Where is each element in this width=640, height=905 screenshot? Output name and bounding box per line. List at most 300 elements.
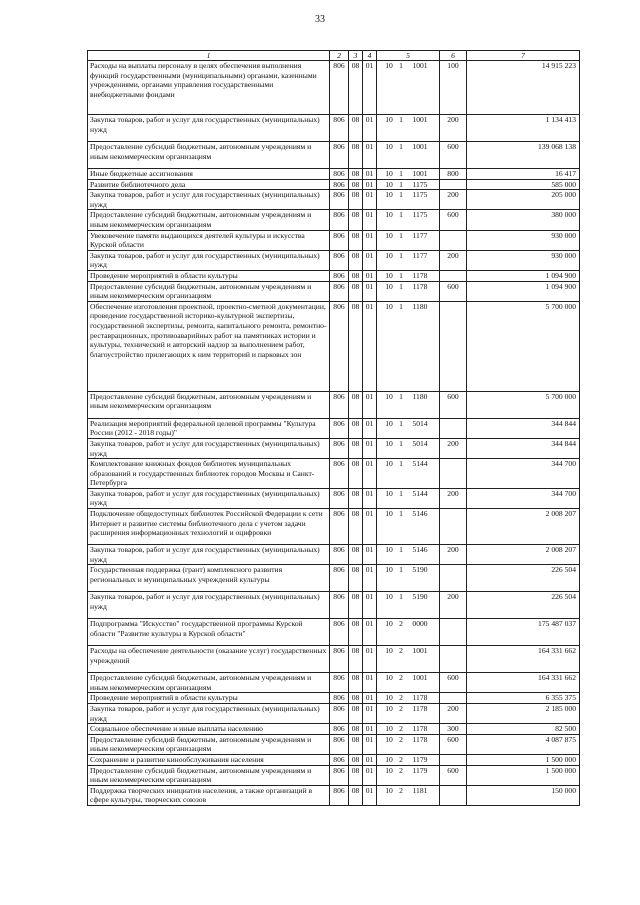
col-3: 08 xyxy=(349,785,363,805)
table-row xyxy=(88,250,580,270)
col-5-program: 10 xyxy=(385,301,393,311)
col-4: 01 xyxy=(363,565,377,592)
col-5-code: 5014 xyxy=(412,418,428,428)
col-2: 806 xyxy=(330,250,349,270)
table-row xyxy=(88,230,580,250)
col-2: 806 xyxy=(330,142,349,169)
col-2: 806 xyxy=(330,438,349,458)
col-6: 200 xyxy=(440,190,467,210)
col-5-code: 1179 xyxy=(412,755,428,764)
col-5 xyxy=(377,115,440,142)
col-5-code: 1177 xyxy=(412,230,428,240)
col-4: 01 xyxy=(363,169,377,180)
col-7-amount: 16 417 xyxy=(467,169,580,180)
col-7-amount: 1 094 900 xyxy=(467,281,580,301)
col-5-program: 10 xyxy=(385,693,393,703)
col-5-program: 10 xyxy=(385,169,393,178)
col-3: 08 xyxy=(349,418,363,438)
col-2: 806 xyxy=(330,693,349,704)
col-4: 01 xyxy=(363,210,377,230)
col-7-amount: 344 700 xyxy=(467,488,580,508)
col-5-subprogram: 1 xyxy=(399,250,403,260)
col-3: 08 xyxy=(349,545,363,565)
col-4: 01 xyxy=(363,724,377,735)
table-row xyxy=(88,785,580,805)
col-6: 200 xyxy=(440,250,467,270)
col-5 xyxy=(377,545,440,565)
col-5-subprogram: 1 xyxy=(399,301,403,311)
col-2: 806 xyxy=(330,418,349,438)
col-5 xyxy=(377,646,440,673)
col-5-code: 1175 xyxy=(412,190,428,200)
row-name: Предоставление субсидий бюджетным, автономным учреждениям и иным некоммерческим организациям xyxy=(88,673,330,693)
col-6: 100 xyxy=(440,61,467,115)
col-5-subprogram: 1 xyxy=(399,438,403,448)
table-row xyxy=(88,190,580,210)
table-row xyxy=(88,565,580,592)
col-4: 01 xyxy=(363,230,377,250)
col-7-amount: 1 094 900 xyxy=(467,270,580,281)
col-5-program: 10 xyxy=(385,270,393,280)
col-2: 806 xyxy=(330,179,349,190)
col-5-program: 10 xyxy=(385,250,393,260)
col-3: 08 xyxy=(349,619,363,646)
header-cell: 6 xyxy=(440,51,467,61)
col-5-subprogram: 1 xyxy=(399,488,403,498)
col-4: 01 xyxy=(363,418,377,438)
col-2: 806 xyxy=(330,646,349,673)
col-2: 806 xyxy=(330,734,349,754)
col-7-amount: 82 500 xyxy=(467,724,580,735)
col-5-subprogram: 1 xyxy=(399,190,403,200)
col-5-code: 1178 xyxy=(412,704,428,714)
col-2: 806 xyxy=(330,592,349,619)
col-3: 08 xyxy=(349,230,363,250)
col-7-amount: 930 000 xyxy=(467,230,580,250)
row-name: Проведение мероприятий в области культуры xyxy=(88,270,330,281)
col-5 xyxy=(377,704,440,724)
table-row xyxy=(88,418,580,438)
col-5-subprogram: 2 xyxy=(399,704,403,714)
col-3: 08 xyxy=(349,724,363,735)
col-5-subprogram: 1 xyxy=(399,418,403,428)
col-5-subprogram: 1 xyxy=(399,61,403,70)
table-row xyxy=(88,704,580,724)
col-7-amount: 14 915 223 xyxy=(467,61,580,115)
col-4: 01 xyxy=(363,281,377,301)
col-6 xyxy=(440,270,467,281)
col-4: 01 xyxy=(363,438,377,458)
col-4: 01 xyxy=(363,755,377,766)
col-3: 08 xyxy=(349,565,363,592)
col-5-program: 10 xyxy=(385,509,393,519)
col-2: 806 xyxy=(330,488,349,508)
row-name: Иные бюджетные ассигнования xyxy=(88,169,330,180)
col-5-program: 10 xyxy=(385,673,393,683)
row-name: Сохранение и развитие кинообслуживания населения xyxy=(88,755,330,766)
col-7-amount: 4 087 875 xyxy=(467,734,580,754)
col-3: 08 xyxy=(349,488,363,508)
col-3: 08 xyxy=(349,210,363,230)
col-6 xyxy=(440,693,467,704)
col-5 xyxy=(377,301,440,391)
col-7-amount: 5 700 000 xyxy=(467,391,580,418)
row-name: Увековечение памяти выдающихся деятелей культуры и искусства Курской области xyxy=(88,230,330,250)
col-5-code: 5144 xyxy=(412,488,428,498)
col-3: 08 xyxy=(349,734,363,754)
col-5-subprogram: 2 xyxy=(399,785,403,795)
col-5-code: 1178 xyxy=(412,724,428,734)
col-5-subprogram: 2 xyxy=(399,755,403,764)
col-2: 806 xyxy=(330,673,349,693)
col-5-subprogram: 1 xyxy=(399,169,403,178)
col-3: 08 xyxy=(349,704,363,724)
col-7-amount: 930 000 xyxy=(467,250,580,270)
col-5-subprogram: 1 xyxy=(399,270,403,280)
col-3: 08 xyxy=(349,115,363,142)
col-5 xyxy=(377,509,440,545)
table-row xyxy=(88,545,580,565)
col-5-subprogram: 2 xyxy=(399,724,403,734)
table-row xyxy=(88,115,580,142)
col-6: 600 xyxy=(440,142,467,169)
row-name: Подключение общедоступных библиотек Российской Федерации к сети Интернет и развитие системы библиотечного дела с учетом задачи расширения информационных технологий и оцифровки xyxy=(88,509,330,545)
col-5 xyxy=(377,179,440,190)
col-5 xyxy=(377,734,440,754)
col-3: 08 xyxy=(349,61,363,115)
row-name: Закупка товаров, работ и услуг для государственных (муниципальных) нужд xyxy=(88,250,330,270)
col-5-code: 1178 xyxy=(412,270,428,280)
col-7-amount: 5 700 000 xyxy=(467,301,580,391)
table-body xyxy=(88,61,580,806)
col-2: 806 xyxy=(330,301,349,391)
col-4: 01 xyxy=(363,673,377,693)
col-5-code: 1175 xyxy=(412,210,428,220)
table-row xyxy=(88,619,580,646)
row-name: Предоставление субсидий бюджетным, автономным учреждениям и иным некоммерческим организациям xyxy=(88,281,330,301)
col-5-program: 10 xyxy=(385,459,393,469)
table-row xyxy=(88,391,580,418)
col-6 xyxy=(440,509,467,545)
col-2: 806 xyxy=(330,230,349,250)
col-3: 08 xyxy=(349,646,363,673)
table-row xyxy=(88,592,580,619)
col-7-amount: 139 068 138 xyxy=(467,142,580,169)
col-2: 806 xyxy=(330,565,349,592)
col-5-subprogram: 1 xyxy=(399,592,403,602)
col-4: 01 xyxy=(363,619,377,646)
col-5-code: 0000 xyxy=(412,619,428,629)
col-5-code: 5190 xyxy=(412,565,428,575)
col-4: 01 xyxy=(363,179,377,190)
col-2: 806 xyxy=(330,270,349,281)
col-5-program: 10 xyxy=(385,704,393,714)
col-5 xyxy=(377,250,440,270)
col-5-subprogram: 2 xyxy=(399,765,403,775)
col-5-subprogram: 2 xyxy=(399,693,403,703)
col-5 xyxy=(377,391,440,418)
table-row xyxy=(88,734,580,754)
col-2: 806 xyxy=(330,169,349,180)
col-5 xyxy=(377,565,440,592)
col-6 xyxy=(440,785,467,805)
col-4: 01 xyxy=(363,488,377,508)
row-name: Предоставление субсидий бюджетным, автономным учреждениям и иным некоммерческим организациям xyxy=(88,210,330,230)
col-5-code: 1177 xyxy=(412,250,428,260)
col-3: 08 xyxy=(349,142,363,169)
table-row xyxy=(88,724,580,735)
header-cell: 1 xyxy=(88,51,330,61)
row-name: Предоставление субсидий бюджетным, автономным учреждениям и иным некоммерческим организациям xyxy=(88,391,330,418)
table-row xyxy=(88,488,580,508)
col-5-code: 1178 xyxy=(412,734,428,744)
col-5-subprogram: 1 xyxy=(399,179,403,189)
col-2: 806 xyxy=(330,765,349,785)
col-6 xyxy=(440,418,467,438)
table-row xyxy=(88,210,580,230)
col-5-subprogram: 1 xyxy=(399,281,403,291)
col-6 xyxy=(440,230,467,250)
col-5 xyxy=(377,281,440,301)
col-7-amount: 585 000 xyxy=(467,179,580,190)
col-5-code: 5146 xyxy=(412,509,428,519)
col-5-program: 10 xyxy=(385,142,393,151)
col-3: 08 xyxy=(349,391,363,418)
table-row xyxy=(88,459,580,489)
col-5-program: 10 xyxy=(385,755,393,764)
col-7-amount: 175 487 037 xyxy=(467,619,580,646)
row-name: Предоставление субсидий бюджетным, автономным учреждениям и иным некоммерческим организациям xyxy=(88,142,330,169)
row-name: Поддержка творческих инициатив населения, а также организаций в сфере культуры, творческих союзов xyxy=(88,785,330,805)
col-6 xyxy=(440,565,467,592)
row-name: Государственная поддержка (грант) комплексного развития региональных и муниципальных учреждений культуры xyxy=(88,565,330,592)
row-name: Проведение мероприятий в области культуры xyxy=(88,693,330,704)
col-5-code: 1178 xyxy=(412,693,428,703)
table-row xyxy=(88,765,580,785)
col-6: 200 xyxy=(440,592,467,619)
col-3: 08 xyxy=(349,592,363,619)
col-2: 806 xyxy=(330,785,349,805)
col-5-code: 5144 xyxy=(412,459,428,469)
col-3: 08 xyxy=(349,169,363,180)
col-5-subprogram: 1 xyxy=(399,210,403,220)
col-4: 01 xyxy=(363,459,377,489)
col-6: 600 xyxy=(440,281,467,301)
col-6: 600 xyxy=(440,391,467,418)
col-3: 08 xyxy=(349,755,363,766)
col-6: 200 xyxy=(440,488,467,508)
row-name: Развитие библиотечного дела xyxy=(88,179,330,190)
row-name: Закупка товаров, работ и услуг для государственных (муниципальных) нужд xyxy=(88,190,330,210)
col-5-code: 1179 xyxy=(412,765,428,775)
col-7-amount: 226 504 xyxy=(467,565,580,592)
col-6: 800 xyxy=(440,169,467,180)
col-4: 01 xyxy=(363,270,377,281)
col-6: 600 xyxy=(440,210,467,230)
col-6 xyxy=(440,619,467,646)
row-name: Закупка товаров, работ и услуг для государственных (муниципальных) нужд xyxy=(88,592,330,619)
col-5-code: 1181 xyxy=(412,785,428,795)
col-5 xyxy=(377,61,440,115)
col-2: 806 xyxy=(330,724,349,735)
table-row xyxy=(88,673,580,693)
col-5-subprogram: 1 xyxy=(399,391,403,401)
col-5-program: 10 xyxy=(385,230,393,240)
table-row xyxy=(88,179,580,190)
col-5 xyxy=(377,210,440,230)
row-name: Закупка товаров, работ и услуг для государственных (муниципальных) нужд xyxy=(88,545,330,565)
table-row xyxy=(88,281,580,301)
col-7-amount: 2 008 207 xyxy=(467,545,580,565)
col-7-amount: 1 134 413 xyxy=(467,115,580,142)
col-5 xyxy=(377,755,440,766)
col-6: 600 xyxy=(440,765,467,785)
row-name: Предоставление субсидий бюджетным, автономным учреждениям и иным некоммерческим организациям xyxy=(88,734,330,754)
row-name: Социальное обеспечение и иные выплаты населению xyxy=(88,724,330,735)
col-6: 200 xyxy=(440,115,467,142)
col-6 xyxy=(440,755,467,766)
col-5-program: 10 xyxy=(385,488,393,498)
col-5 xyxy=(377,438,440,458)
col-4: 01 xyxy=(363,785,377,805)
col-6: 600 xyxy=(440,673,467,693)
col-5-program: 10 xyxy=(385,438,393,448)
col-6 xyxy=(440,301,467,391)
header-cell: 7 xyxy=(467,51,580,61)
row-name: Реализация мероприятий федеральной целевой программы "Культура России (2012 - 2018 годы)" xyxy=(88,418,330,438)
col-4: 01 xyxy=(363,61,377,115)
col-5-program: 10 xyxy=(385,210,393,220)
col-5-subprogram: 2 xyxy=(399,734,403,744)
page-number: 33 xyxy=(315,14,325,25)
table-row xyxy=(88,755,580,766)
col-3: 08 xyxy=(349,765,363,785)
col-4: 01 xyxy=(363,545,377,565)
col-2: 806 xyxy=(330,704,349,724)
col-5-subprogram: 1 xyxy=(399,509,403,519)
col-6: 200 xyxy=(440,438,467,458)
col-5-program: 10 xyxy=(385,115,393,124)
col-2: 806 xyxy=(330,281,349,301)
header-cell: 4 xyxy=(363,51,377,61)
col-5-program: 10 xyxy=(385,418,393,428)
col-5-code: 5146 xyxy=(412,545,428,555)
col-4: 01 xyxy=(363,734,377,754)
col-2: 806 xyxy=(330,459,349,489)
col-5-program: 10 xyxy=(385,391,393,401)
col-6: 600 xyxy=(440,734,467,754)
table-row xyxy=(88,301,580,391)
col-6: 200 xyxy=(440,704,467,724)
col-5-program: 10 xyxy=(385,190,393,200)
budget-table xyxy=(87,50,580,806)
col-3: 08 xyxy=(349,673,363,693)
col-5-program: 10 xyxy=(385,724,393,734)
col-2: 806 xyxy=(330,61,349,115)
header-row xyxy=(88,51,580,61)
col-2: 806 xyxy=(330,210,349,230)
col-5-program: 10 xyxy=(385,646,393,656)
col-4: 01 xyxy=(363,190,377,210)
col-5-subprogram: 2 xyxy=(399,646,403,656)
col-6: 300 xyxy=(440,724,467,735)
col-3: 08 xyxy=(349,693,363,704)
col-5 xyxy=(377,619,440,646)
col-5-code: 1001 xyxy=(412,673,428,683)
col-7-amount: 2 185 000 xyxy=(467,704,580,724)
col-7-amount: 1 500 000 xyxy=(467,755,580,766)
col-7-amount: 380 000 xyxy=(467,210,580,230)
col-5-subprogram: 1 xyxy=(399,115,403,124)
col-5-program: 10 xyxy=(385,565,393,575)
col-3: 08 xyxy=(349,281,363,301)
col-5-program: 10 xyxy=(385,619,393,629)
col-5-subprogram: 1 xyxy=(399,545,403,555)
col-5-code: 1001 xyxy=(412,169,428,178)
col-5-subprogram: 1 xyxy=(399,459,403,469)
row-name: Обеспечение изготовления проектной, проектно-сметной документации, проведение государственной историко-культурной экспертизы, государственной экспертизы, ремонта, капитального ремонта, ремонтно-реставрационных, противоаварийных работ на памятниках истории и культуры, технический и авторский надзор за выполнением работ, благоустройство прилегающих к ним территорий и парковых зон xyxy=(88,301,330,391)
col-5-subprogram: 1 xyxy=(399,565,403,575)
col-5 xyxy=(377,673,440,693)
col-5-program: 10 xyxy=(385,592,393,602)
col-6 xyxy=(440,459,467,489)
col-2: 806 xyxy=(330,755,349,766)
col-5-subprogram: 1 xyxy=(399,230,403,240)
col-4: 01 xyxy=(363,115,377,142)
col-7-amount: 344 700 xyxy=(467,459,580,489)
table-row xyxy=(88,169,580,180)
table-row xyxy=(88,509,580,545)
col-3: 08 xyxy=(349,190,363,210)
col-5 xyxy=(377,169,440,180)
col-4: 01 xyxy=(363,509,377,545)
col-2: 806 xyxy=(330,619,349,646)
col-6: 200 xyxy=(440,545,467,565)
col-7-amount: 164 331 662 xyxy=(467,646,580,673)
table-row xyxy=(88,61,580,115)
col-5-code: 1175 xyxy=(412,179,428,189)
col-3: 08 xyxy=(349,179,363,190)
col-5-code: 5014 xyxy=(412,438,428,448)
col-2: 806 xyxy=(330,509,349,545)
col-5 xyxy=(377,459,440,489)
col-5-program: 10 xyxy=(385,734,393,744)
col-3: 08 xyxy=(349,459,363,489)
col-4: 01 xyxy=(363,592,377,619)
col-5-code: 1001 xyxy=(412,646,428,656)
col-5-code: 1178 xyxy=(412,281,428,291)
row-name: Закупка товаров, работ и услуг для государственных (муниципальных) нужд xyxy=(88,115,330,142)
header-cell: 5 xyxy=(377,51,440,61)
col-5 xyxy=(377,693,440,704)
col-7-amount: 164 331 662 xyxy=(467,673,580,693)
col-5-subprogram: 2 xyxy=(399,673,403,683)
col-3: 08 xyxy=(349,270,363,281)
col-7-amount: 6 355 375 xyxy=(467,693,580,704)
col-3: 08 xyxy=(349,438,363,458)
col-5-program: 10 xyxy=(385,281,393,291)
col-5-code: 1001 xyxy=(412,61,428,70)
col-3: 08 xyxy=(349,250,363,270)
col-7-amount: 150 000 xyxy=(467,785,580,805)
col-4: 01 xyxy=(363,704,377,724)
col-7-amount: 1 500 000 xyxy=(467,765,580,785)
col-5 xyxy=(377,190,440,210)
col-2: 806 xyxy=(330,545,349,565)
col-7-amount: 344 844 xyxy=(467,438,580,458)
row-name: Закупка товаров, работ и услуг для государственных (муниципальных) нужд xyxy=(88,438,330,458)
col-5 xyxy=(377,785,440,805)
